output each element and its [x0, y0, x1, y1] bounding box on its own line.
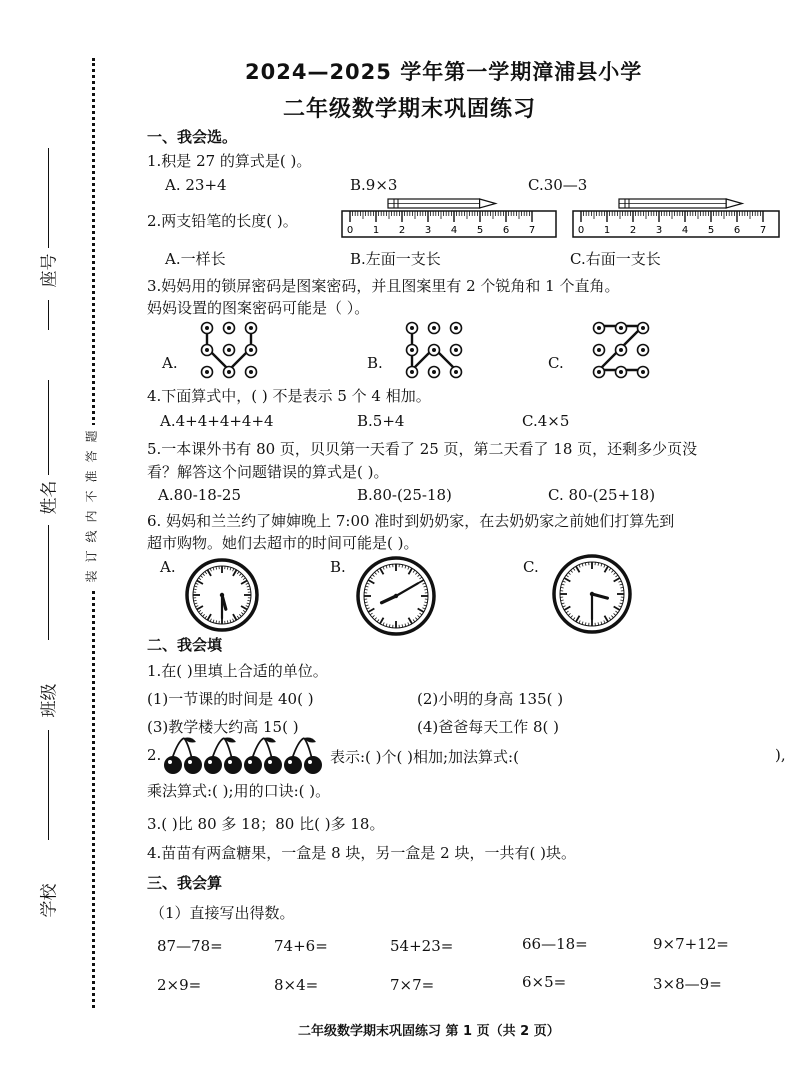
q4-option-a: A.4+4+4+4+4 [160, 412, 274, 430]
class-line [48, 730, 49, 840]
q2-option-a: A.一样长 [165, 250, 226, 268]
name-label: 姓名 [39, 480, 60, 515]
seat-line [48, 148, 49, 248]
school-label: 学校 [39, 883, 60, 918]
svg-text:4: 4 [681, 225, 689, 236]
cherries-icon [160, 735, 325, 777]
svg-text:5: 5 [476, 225, 484, 236]
q5-option-a: A.80-18-25 [158, 486, 241, 504]
q2-stem: 2.两支铅笔的长度( )。 [147, 212, 298, 230]
pattern-c-icon [587, 316, 657, 376]
s2-q1-part4: (4)爸爸每天工作 8( ) [417, 718, 560, 736]
s2-q2-line1: 表示:( )个( )相加;加法算式:( [330, 748, 519, 766]
clock-b-icon [356, 556, 436, 636]
q6-option-b: B. [330, 558, 346, 576]
q3-stem-line2: 妈妈设置的图案密码可能是（ ）。 [147, 299, 370, 317]
calc-item: 6×5= [522, 973, 567, 991]
name-line-2 [48, 525, 49, 640]
page-footer: 二年级数学期末巩固练习 第 1 页（共 2 页） [298, 1024, 560, 1039]
s2-q2-line1-end: ), [775, 746, 786, 764]
cherry-pair-icon [204, 738, 242, 775]
svg-text:2: 2 [629, 225, 637, 236]
calc-item: 8×4= [274, 976, 319, 994]
s2-q2-number: 2. [147, 746, 162, 764]
svg-text:0: 0 [346, 225, 354, 236]
q5-stem-line1: 5.一本课外书有 80 页，贝贝第一天看了 25 页，第二天看了 18 页，还剩多少页没 [147, 440, 698, 458]
s2-q2-line2: 乘法算式:( );用的口诀:( )。 [147, 782, 331, 800]
seat-line-2 [48, 300, 49, 330]
calc-item: 9×7+12= [653, 935, 729, 953]
svg-text:1: 1 [372, 225, 380, 236]
clock-a-icon [182, 558, 262, 632]
q6-option-a: A. [160, 558, 176, 576]
clock-c-icon [552, 554, 632, 634]
s2-q1-part3: (3)教学楼大约高 15( ) [147, 718, 299, 736]
ruler-right-pencil [573, 195, 783, 240]
section1-heading: 一、我会选。 [147, 128, 238, 146]
q4-option-b: B.5+4 [357, 412, 405, 430]
q6-stem-line2: 超市购物。她们去超市的时间可能是( )。 [147, 534, 419, 552]
q5-stem-line2: 看？解答这个问题错误的算式是( )。 [147, 463, 389, 481]
calc-item: 54+23= [390, 937, 454, 955]
page-title-line1: 2024—2025 学年第一学期漳浦县小学 [245, 60, 643, 84]
calc-item: 74+6= [274, 937, 328, 955]
section3-heading: 三、我会算 [147, 874, 223, 892]
pattern-b-icon [400, 316, 470, 376]
cherry-pair-icon [164, 738, 202, 775]
s2-q1-part2: (2)小明的身高 135( ) [417, 690, 564, 708]
q5-option-b: B.80-(25-18) [357, 486, 452, 504]
q3-option-a: A. [162, 354, 178, 372]
q1-option-b: B.9×3 [350, 176, 398, 194]
svg-text:4: 4 [450, 225, 458, 236]
class-label: 班级 [39, 683, 60, 718]
svg-text:7: 7 [528, 225, 536, 236]
s2-q1-part1: (1)一节课的时间是 40( ) [147, 690, 314, 708]
binding-notice: 题 答 准 不 内 线 订 装 [84, 425, 100, 588]
cherry-pair-icon [284, 738, 322, 775]
calc-item: 3×8—9= [653, 975, 722, 993]
svg-text:7: 7 [759, 225, 767, 236]
section2-heading: 二、我会填 [147, 636, 223, 654]
page-title-line2: 二年级数学期末巩固练习 [283, 97, 537, 122]
q1-option-c: C.30—3 [528, 176, 588, 194]
ruler-left-pencil [342, 195, 560, 240]
calc-item: 87—78= [157, 937, 223, 955]
cherry-pair-icon [244, 738, 282, 775]
svg-text:2: 2 [398, 225, 406, 236]
svg-text:3: 3 [424, 225, 432, 236]
q3-option-b: B. [367, 354, 383, 372]
calc-item: 7×7= [390, 976, 435, 994]
s2-q3: 3.( )比 80 多 18；80 比( )多 18。 [147, 815, 385, 833]
q4-stem: 4.下面算式中，( ) 不是表示 5 个 4 相加。 [147, 387, 431, 405]
calc-item: 2×9= [157, 976, 202, 994]
q6-option-c: C. [523, 558, 539, 576]
q3-option-c: C. [548, 354, 564, 372]
svg-text:3: 3 [655, 225, 663, 236]
q2-option-b: B.左面一支长 [350, 250, 441, 268]
q3-stem-line1: 3.妈妈用的锁屏密码是图案密码，并且图案里有 2 个锐角和 1 个直角。 [147, 277, 620, 295]
svg-text:5: 5 [707, 225, 715, 236]
svg-text:1: 1 [603, 225, 611, 236]
q4-option-c: C.4×5 [522, 412, 570, 430]
svg-text:0: 0 [577, 225, 585, 236]
q1-stem: 1.积是 27 的算式是( )。 [147, 152, 312, 170]
svg-text:6: 6 [733, 225, 741, 236]
svg-text:6: 6 [502, 225, 510, 236]
pattern-a-icon [195, 316, 265, 376]
s2-q4: 4.苗苗有两盒糖果，一盒是 8 块，另一盒是 2 块，一共有( )块。 [147, 844, 576, 862]
s3-sub-heading: （1）直接写出得数。 [150, 904, 295, 922]
q2-option-c: C.右面一支长 [570, 250, 661, 268]
s2-q1-stem: 1.在( )里填上合适的单位。 [147, 662, 328, 680]
q1-option-a: A. 23+4 [165, 176, 227, 194]
q6-stem-line1: 6. 妈妈和兰兰约了婶婶晚上 7:00 准时到奶奶家，在去奶奶家之前她们打算先到 [147, 512, 675, 530]
name-line [48, 380, 49, 475]
calc-item: 66—18= [522, 935, 588, 953]
seat-label: 座号 [39, 253, 60, 288]
q5-option-c: C. 80-(25+18) [548, 486, 656, 504]
